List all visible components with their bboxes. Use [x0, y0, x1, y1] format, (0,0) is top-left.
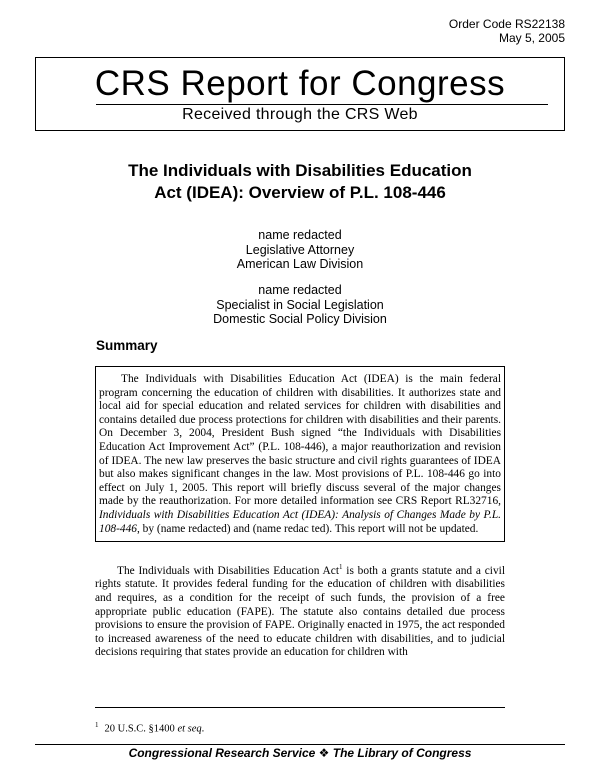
author-block: [0, 228, 600, 272]
order-info: [449, 17, 565, 45]
report-title-line-1: The Individuals with Disabilities Education: [128, 161, 472, 180]
footer-text: Congressional Research Service ❖ The Library of Congress: [128, 746, 472, 760]
author-title: Specialist in Social Legislation: [216, 297, 384, 312]
author-division: American Law Division: [236, 257, 364, 271]
header-subtitle: Received through the CRS Web: [182, 106, 418, 123]
header-title: CRS Report for Congress: [94, 64, 506, 103]
summary-text: [99, 373, 501, 536]
footnote-italic-text: et seq: [177, 723, 202, 735]
footnote-marker: 1: [95, 721, 99, 729]
body-paragraph: [95, 561, 505, 660]
order-code: Order Code RS22138: [448, 17, 565, 31]
author-name: name redacted: [258, 283, 342, 297]
summary-box: [95, 366, 505, 542]
author-division: Domestic Social Policy Division: [213, 312, 387, 326]
author-title: Legislative Attorney: [245, 242, 355, 257]
body-text-start: The Individuals with Disabilities Education Act: [117, 564, 340, 577]
report-title: [60, 160, 540, 204]
order-date: May 5, 2005: [498, 31, 565, 45]
author-name: name redacted: [258, 228, 342, 242]
footnote-reference[interactable]: 1: [339, 563, 343, 571]
footnote-divider: [95, 707, 505, 708]
summary-text-main: The Individuals with Disabilities Education Act (IDEA) is the main federal program concerning the education of children with disabilities. It authorizes state and local aid for special education and related services for children with disabilities and contains detailed due process protections for children with disabilities and their parents. On December 3, 2004, President Bush signed “the Individuals with Disabilities Education Act Improvement Act” (P.L. 108-446), a major reauthorization and revision of IDEA. The new law preserves the basic structure and civil rights guarantees of IDEA but also makes significant changes in the law. Most provisions of P.L. 108-446 go into effect on July 1, 2005. This report will briefly discuss several of the major changes made by the reauthorization. For more detailed information see CRS Report RL32716,: [99, 373, 501, 508]
author-block: [0, 283, 600, 327]
footer-divider: [35, 744, 565, 745]
footnote-text: 20 U.S.C. §1400: [104, 723, 178, 735]
summary-text-end: , by (name redacted) and (name redac ted). This report will not be updated.: [136, 522, 479, 535]
report-header-box: [35, 57, 565, 131]
summary-cited-report-title: Individuals with Disabilities Education Act (IDEA): Analysis of Changes Made by P.L. 108-446: [99, 508, 501, 535]
summary-heading: Summary: [96, 338, 158, 353]
footnote-period: .: [201, 723, 205, 735]
body-text-rest: is both a grants statute and a civil rights statute. It provides federal funding for the education of children with disabilities and requires, as a condition for the receipt of such funds, the provision of a free appropriate public education (FAPE). The statute also contains detailed due process provisions to ensure the provision of FAPE. Originally enacted in 1975, the act responded to increased awareness of the need to educate children with disabilities, and to judicial decisions requiring that states provide an education for children with: [95, 564, 505, 659]
report-title-line-2: Act (IDEA): Overview of P.L. 108-446: [154, 183, 446, 202]
footnote: [95, 719, 204, 736]
